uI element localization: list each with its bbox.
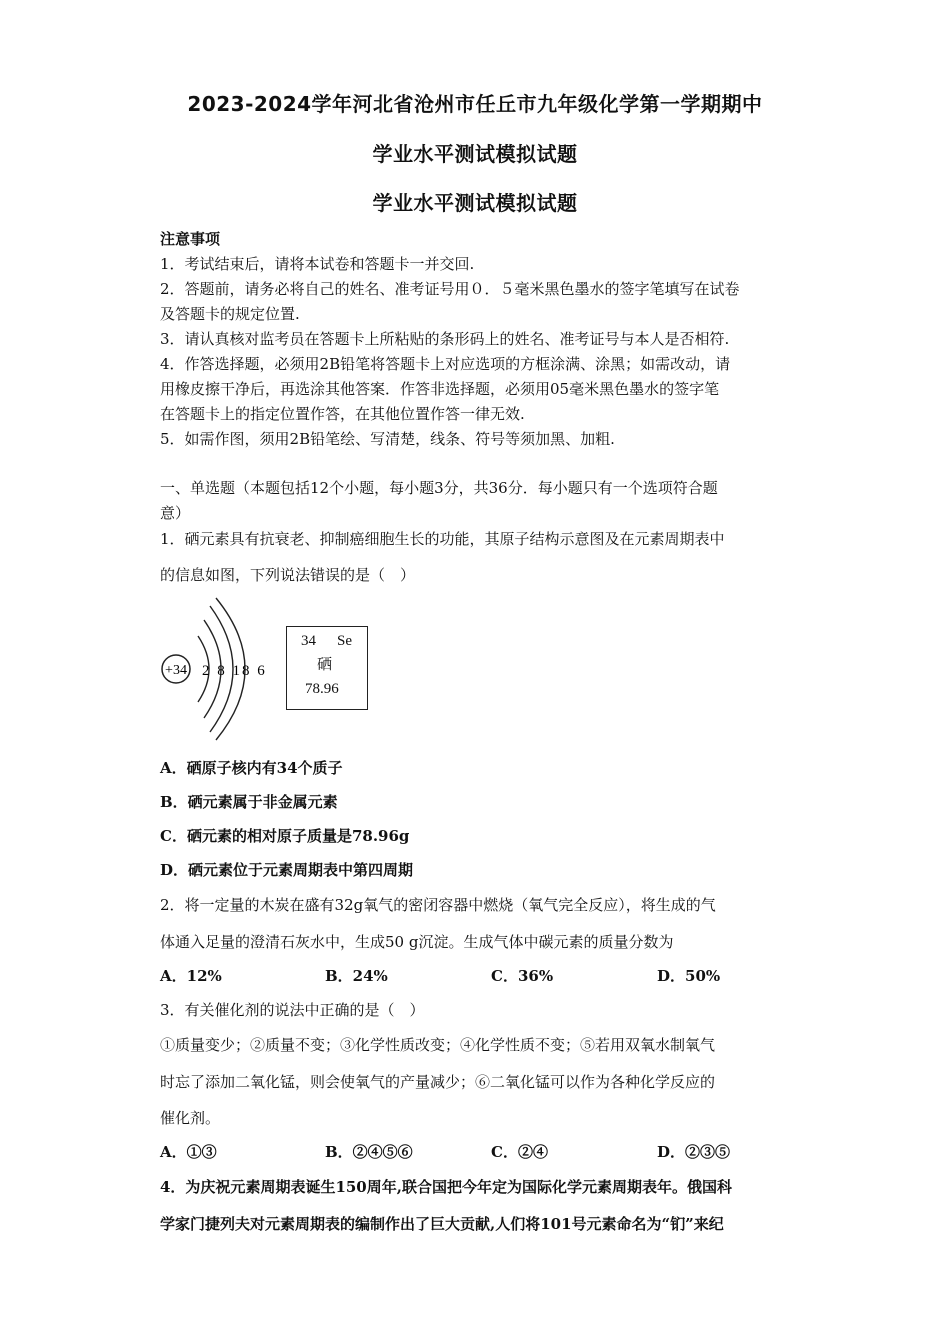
question-2-option-a: A．12%: [160, 967, 222, 985]
notice-line: 3．请认真核对监考员在答题卡上所粘贴的条形码上的姓名、准考证号与本人是否相符.: [160, 330, 730, 348]
notice-line: 在答题卡上的指定位置作答，在其他位置作答一律无效.: [160, 405, 525, 423]
element-name: 硒: [317, 655, 333, 673]
notice-line: 2．答题前，请务必将自己的姓名、准考证号用０．５毫米黑色墨水的签字笔填写在试卷: [160, 280, 740, 298]
question-3-option-c: C．②④: [491, 1143, 548, 1161]
element-symbol: Se: [337, 633, 352, 649]
atomic-number: 34: [301, 633, 316, 649]
periodic-table-cell: [286, 626, 368, 710]
question-3-option-b: B．②④⑤⑥: [325, 1143, 413, 1161]
nucleus-charge: +34: [165, 663, 187, 678]
notice-heading: 注意事项: [160, 230, 221, 248]
atomic-mass: 78.96: [305, 681, 339, 697]
page-title-line3: 学业水平测试模拟试题: [372, 191, 578, 215]
notice-line: 用橡皮擦干净后，再选涂其他答案．作答非选择题，必须用05毫米黑色墨水的签字笔: [160, 380, 720, 398]
notice-line: 1．考试结束后，请将本试卷和答题卡一并交回.: [160, 255, 475, 273]
question-4-stem: 4．为庆祝元素周期表诞生150周年,联合国把今年定为国际化学元素周期表年。俄国科: [160, 1178, 732, 1196]
question-3-option-d: D．②③⑤: [657, 1143, 731, 1161]
notice-line: 及答题卡的规定位置.: [160, 305, 300, 323]
question-3-body: ①质量变少；②质量不变；③化学性质改变；④化学性质不变；⑤若用双氧水制氧气: [160, 1036, 716, 1054]
question-4-stem-cont: 学家门捷列夫对元素周期表的编制作出了巨大贡献,人们将101号元素命名为“钔”来纪: [160, 1215, 724, 1233]
question-1-option-a: A．硒原子核内有34个质子: [160, 759, 343, 777]
shell-electron-counts: 2 8 18 6: [202, 663, 267, 679]
question-3-stem: 3．有关催化剂的说法中正确的是（ ）: [160, 1001, 425, 1019]
page-title-line2: 学业水平测试模拟试题: [372, 142, 578, 166]
question-1-option-b: B．硒元素属于非金属元素: [160, 793, 338, 811]
question-1-option-d: D．硒元素位于元素周期表中第四周期: [160, 861, 414, 879]
section-heading: 一、单选题（本题包括12个小题，每小题3分，共36分．每小题只有一个选项符合题: [160, 479, 718, 497]
section-heading-cont: 意）: [160, 504, 191, 522]
question-3-body-cont: 催化剂。: [160, 1109, 221, 1127]
notice-line: 4．作答选择题，必须用2B铅笔将答题卡上对应选项的方框涂满、涂黑；如需改动，请: [160, 355, 731, 373]
notice-line: 5．如需作图，须用2B铅笔绘、写清楚，线条、符号等须加黑、加粗.: [160, 430, 615, 448]
question-3-body-cont: 时忘了添加二氧化锰，则会使氧气的产量减少；⑥二氧化锰可以作为各种化学反应的: [160, 1073, 716, 1091]
question-2-option-b: B．24%: [325, 967, 388, 985]
question-3-option-a: A．①③: [160, 1143, 217, 1161]
question-1-stem: 1．硒元素具有抗衰老、抑制癌细胞生长的功能，其原子结构示意图及在元素周期表中: [160, 530, 725, 548]
question-2-stem-cont: 体通入足量的澄清石灰水中，生成50 g沉淀。生成气体中碳元素的质量分数为: [160, 933, 674, 951]
question-2-stem: 2．将一定量的木炭在盛有32g氧气的密闭容器中燃烧（氧气完全反应），将生成的气: [160, 896, 716, 914]
question-1-option-c: C．硒元素的相对原子质量是78.96g: [160, 827, 410, 845]
page-title-line1: 2023-2024学年河北省沧州市任丘市九年级化学第一学期期中: [187, 92, 763, 116]
question-2-option-c: C．36%: [491, 967, 554, 985]
question-2-option-d: D．50%: [657, 967, 721, 985]
question-1-stem-cont: 的信息如图，下列说法错误的是（ ）: [160, 566, 416, 584]
